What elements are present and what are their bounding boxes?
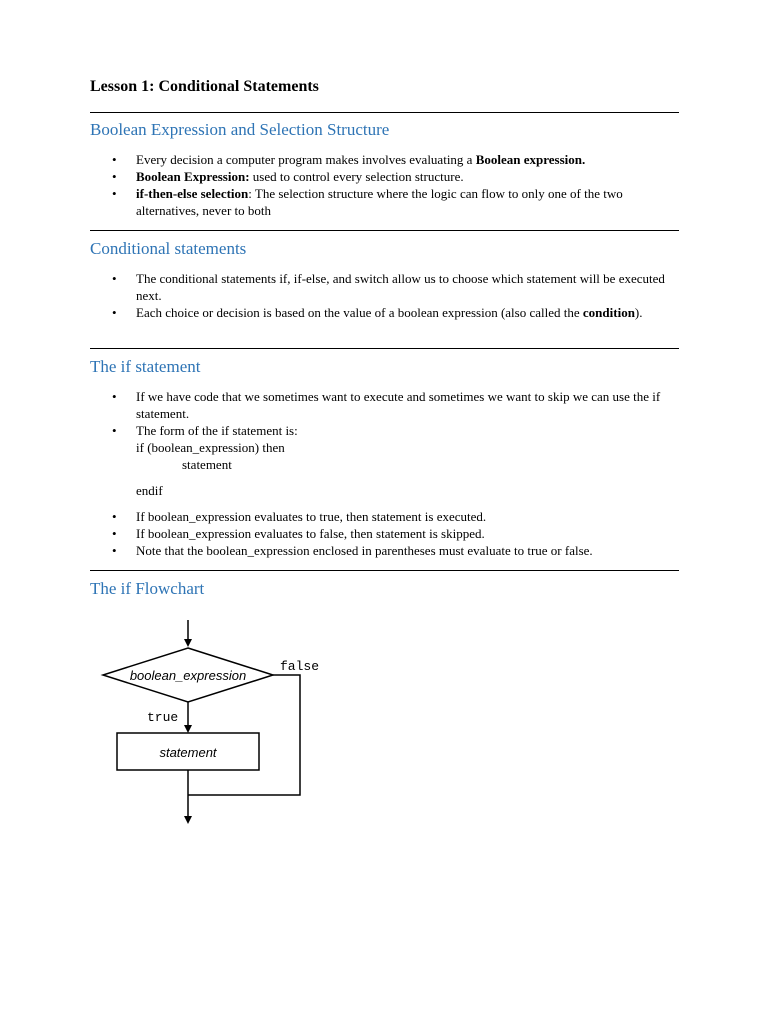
section-heading-if-flowchart: The if Flowchart [90,579,205,598]
list-item: • If boolean_expression evaluates to false, then statement is skipped. [110,525,680,542]
section-divider [90,348,679,349]
document-title: Lesson 1: Conditional Statements [90,78,319,95]
list-item: • if-then-else selection: The selection structure where the logic can flow to only one of the two alternatives, never to both [110,185,680,219]
list-item: • Note that the boolean_expression enclosed in parentheses must evaluate to true or false. [110,542,680,559]
statement-label: statement [159,745,217,760]
code-line: if (boolean_expression) then [136,440,285,455]
list-item: • The form of the if statement is: if (boolean_expression) then statement endif [110,422,680,508]
list-item: • If boolean_expression evaluates to true, then statement is executed. [110,508,680,525]
if-flowchart [95,615,345,830]
list-item: • Each choice or decision is based on the value of a boolean expression (also called the condition). [110,304,680,321]
false-label: false [280,659,320,674]
section-divider [90,230,679,231]
section-divider [90,112,679,113]
code-line: endif [136,483,163,498]
list-item: • Every decision a computer program makes involves evaluating a Boolean expression. [110,151,680,168]
true-label: true [147,710,179,725]
list-item: • Boolean Expression: used to control every selection structure. [110,168,680,185]
section-heading-boolean-expression: Boolean Expression and Selection Structure [90,120,390,139]
bullet-list-if-statement [110,388,680,559]
code-line: statement [182,457,232,472]
bullet-list-conditional-statements [110,270,680,321]
section-heading-if-statement: The if statement [90,357,201,376]
section-divider [90,570,679,571]
list-item: • The conditional statements if, if-else, and switch allow us to choose which statement will be executed next. [110,270,680,304]
bullet-list-boolean-expression [110,151,680,219]
decision-label: boolean_expression [129,668,247,683]
list-item: • If we have code that we sometimes want to execute and sometimes we want to skip we can use the if statement. [110,388,680,422]
section-heading-conditional-statements: Conditional statements [90,239,247,258]
